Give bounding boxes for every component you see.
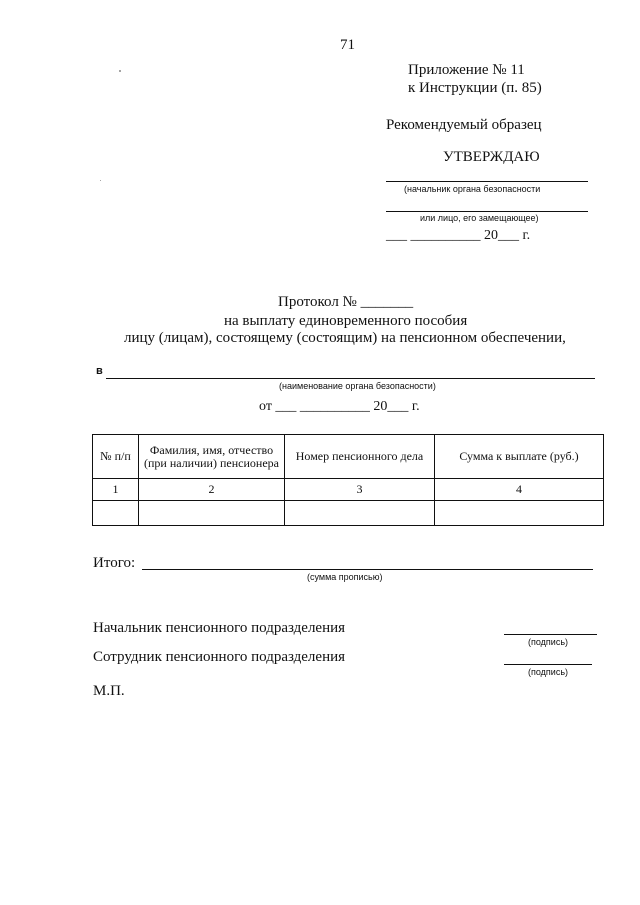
approve-title: УТВЕРЖДАЮ [443, 149, 540, 165]
head-of-pension-unit-label: Начальник пенсионного подразделения [93, 620, 346, 636]
employee-signature-line [504, 664, 592, 665]
table-cell [139, 501, 285, 526]
protocol-line-3: лицу (лицам), состоящему (состоящим) на пенсионном обеспечении, [124, 330, 566, 346]
column-number-1: 1 [93, 479, 139, 501]
stamp-place: М.П. [93, 683, 125, 699]
scan-speck [100, 180, 101, 181]
approve-name-line [386, 211, 588, 212]
payment-table [92, 434, 604, 526]
organ-prefix: в [96, 365, 103, 377]
scan-speck [119, 70, 121, 72]
recommended-label: Рекомендуемый образец [386, 117, 542, 133]
table-cell [285, 501, 435, 526]
page-number: 71 [340, 37, 355, 53]
protocol-title: Протокол № _______ [278, 294, 414, 310]
organ-date: от ___ __________ 20___ г. [259, 399, 420, 414]
approve-date: ___ __________ 20___ г. [386, 228, 531, 243]
table-cell [435, 501, 604, 526]
employee-label: Сотрудник пенсионного подразделения [93, 649, 346, 665]
table-row [93, 501, 604, 526]
column-number-2: 2 [139, 479, 285, 501]
employee-signature-caption: (подпись) [528, 667, 569, 677]
organ-name-line [106, 378, 595, 379]
table-row [93, 479, 604, 501]
approve-signature-line [386, 181, 588, 182]
approve-caption-2: или лицо, его замещающее) [420, 213, 539, 223]
appendix-line-2: к Инструкции (п. 85) [408, 80, 542, 96]
column-number-4: 4 [435, 479, 604, 501]
head-signature-line [504, 634, 597, 635]
table-cell [93, 501, 139, 526]
appendix-line-1: Приложение № 11 [408, 62, 525, 78]
table-header-row [93, 435, 604, 479]
header-full-name: Фамилия, имя, отчество (при наличии) пенсионера [139, 435, 285, 479]
header-number: № п/п [93, 435, 139, 479]
column-number-3: 3 [285, 479, 435, 501]
header-amount: Сумма к выплате (руб.) [435, 435, 604, 479]
total-label: Итого: [93, 555, 136, 571]
approve-caption-1: (начальник органа безопасности [404, 184, 541, 194]
total-caption: (сумма прописью) [307, 572, 383, 582]
header-case-number: Номер пенсионного дела [285, 435, 435, 479]
protocol-line-2: на выплату единовременного пособия [224, 313, 468, 329]
head-signature-caption: (подпись) [528, 637, 569, 647]
total-amount-line [142, 569, 593, 570]
organ-caption: (наименование органа безопасности) [279, 381, 436, 391]
